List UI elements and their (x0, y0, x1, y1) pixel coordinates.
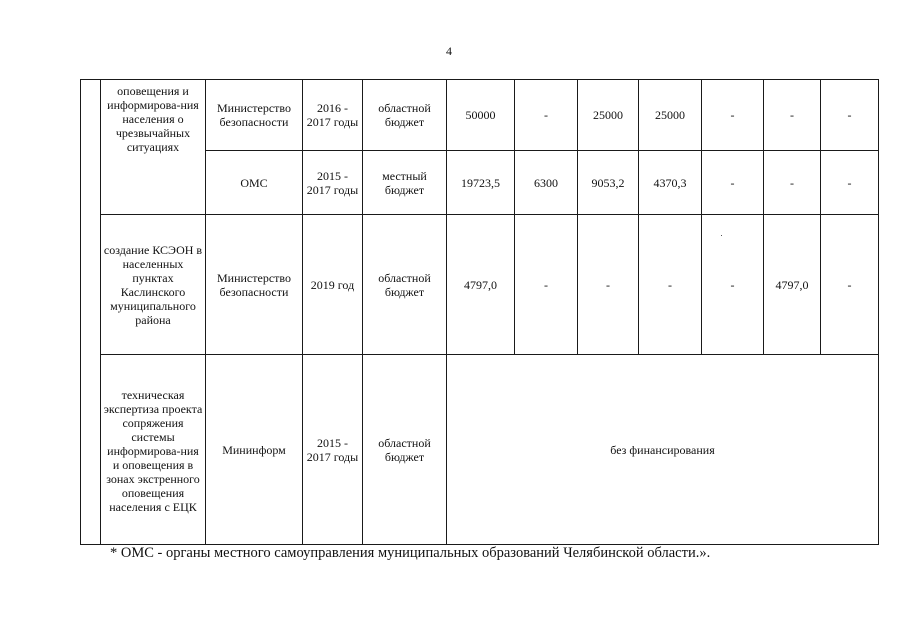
value-text: - (606, 277, 610, 292)
value-cell (515, 80, 577, 150)
value-text: 4370,3 (653, 175, 687, 190)
value-cell (702, 215, 763, 354)
period-cell (303, 80, 362, 150)
activity-cell (101, 355, 205, 544)
source-cell (363, 80, 446, 150)
page-number: 4 (446, 44, 452, 58)
activity-text: техническая экспертиза проекта сопряжения системы информирова-ния и оповещения в зонах экстренного оповещения населения с ЕЦК (103, 388, 203, 514)
value-text: - (730, 108, 735, 122)
source-cell (363, 215, 446, 354)
value-cell (515, 151, 577, 214)
activity-cell (101, 215, 205, 354)
source-text: областной бюджет (378, 101, 431, 129)
value-text: - (730, 175, 735, 190)
executor-text: Мининформ (222, 442, 286, 457)
footnote: * ОМС - органы местного самоуправления муниципальных образований Челябинской области.». (110, 545, 711, 561)
value-cell (515, 215, 577, 354)
value-cell (447, 151, 514, 214)
value-text: - (544, 277, 548, 292)
executor-text: Министерство безопасности (217, 270, 291, 299)
period-text: 2019 год (310, 277, 355, 292)
value-text: 4797,0 (775, 277, 809, 292)
source-text: областной бюджет (378, 435, 431, 464)
value-text: - (790, 175, 794, 190)
activity-cell (101, 80, 205, 214)
value-text: 6300 (534, 175, 558, 190)
executor-text: ОМС (240, 175, 268, 190)
no-funding-text: без финансирования (610, 442, 715, 457)
period-text: 2015 - 2017 годы (306, 435, 359, 464)
activity-text: создание КСЭОН в населенных пунктах Каслинского муниципального района (103, 242, 203, 327)
value-text: 19723,5 (461, 175, 500, 190)
value-cell (639, 215, 701, 354)
value-cell (578, 151, 638, 214)
period-text: 2016 - 2017 годы (306, 101, 359, 129)
source-text: местный бюджет (382, 168, 427, 197)
no-funding-cell (447, 355, 878, 544)
period-cell (303, 215, 362, 354)
value-cell (447, 215, 514, 354)
value-text: - (730, 277, 735, 292)
value-cell (821, 151, 878, 214)
value-cell (821, 215, 878, 354)
value-cell (639, 80, 701, 150)
executor-cell (206, 215, 302, 354)
value-text: - (544, 108, 548, 122)
value-cell (702, 80, 763, 150)
period-text: 2015 - 2017 годы (306, 168, 359, 197)
period-cell (303, 355, 362, 544)
value-text: 4797,0 (464, 277, 497, 292)
value-cell (639, 151, 701, 214)
value-text: - (847, 277, 852, 292)
value-text: - (847, 175, 852, 190)
value-text: - (847, 108, 852, 122)
value-cell (578, 80, 638, 150)
period-cell (303, 151, 362, 214)
value-cell (702, 151, 763, 214)
value-text: - (668, 277, 672, 292)
executor-text: Министерство безопасности (217, 101, 291, 129)
activity-text: оповещения и информирова-ния населения о чрезвычайных ситуациях (107, 84, 199, 154)
value-cell (764, 215, 820, 354)
executor-cell (206, 355, 302, 544)
source-text: областной бюджет (378, 270, 431, 299)
value-text: 50000 (465, 108, 496, 122)
value-cell (578, 215, 638, 354)
source-cell (363, 355, 446, 544)
executor-cell (206, 151, 302, 214)
value-text: 9053,2 (591, 175, 625, 190)
value-text: 25000 (655, 108, 685, 122)
value-cell (764, 80, 820, 150)
value-cell (821, 80, 878, 150)
value-cell (764, 151, 820, 214)
source-cell (363, 151, 446, 214)
value-text: 25000 (593, 108, 623, 122)
value-cell (447, 80, 514, 150)
executor-cell (206, 80, 302, 150)
value-text: - (790, 108, 794, 122)
